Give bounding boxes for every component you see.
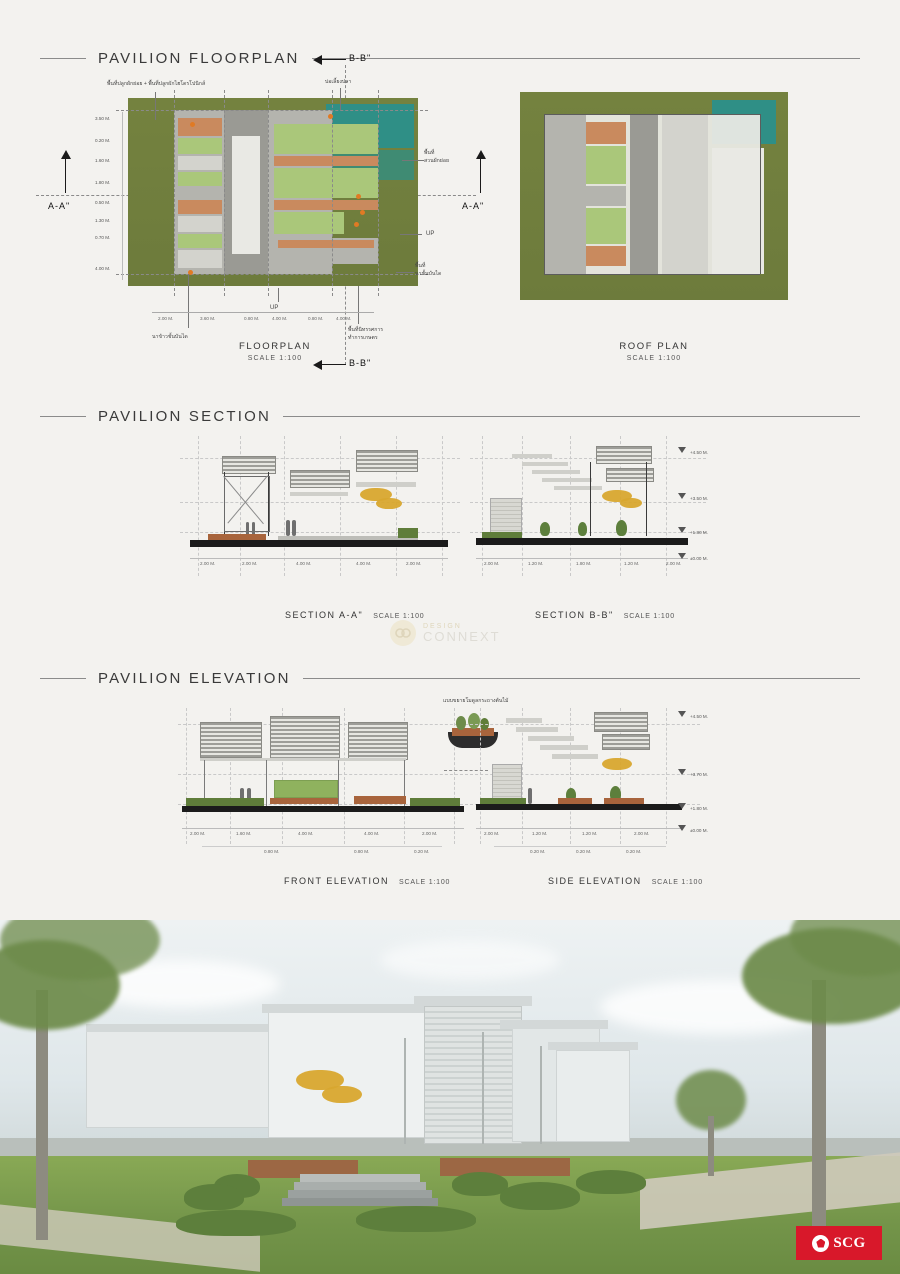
annotation-terrace: พื้นที่ นาชั้นบันได — [415, 263, 442, 277]
elev-level-2: +3.70 M. — [690, 772, 709, 777]
section-aa-caption-text: SECTION A-A" — [285, 610, 364, 620]
dim-b5: 0.80 M. — [308, 316, 324, 321]
hydroponic-zone-1 — [274, 124, 378, 154]
se-person-1 — [528, 788, 532, 804]
fe-planting-left — [186, 798, 264, 806]
se-louver-1 — [594, 712, 648, 732]
se-subdim-line — [494, 846, 666, 847]
render-roof-right-1 — [500, 1020, 608, 1029]
section-bb-drawing — [470, 436, 709, 586]
elev-level-marker-3 — [678, 803, 686, 809]
watermark-text — [423, 623, 501, 644]
floorplan-caption-text: FLOORPLAN — [239, 341, 311, 352]
section-aa-caption — [285, 610, 424, 620]
sb-dim-2: 1.20 M. — [528, 561, 544, 566]
section-marker-bb-top-line — [322, 59, 346, 60]
elev-level-marker-1 — [678, 711, 686, 717]
section-bb-caption — [535, 610, 675, 620]
render-post-3 — [540, 1046, 542, 1144]
se-dim-1: 2.00 M. — [484, 831, 500, 836]
render-shrub-6 — [356, 1206, 476, 1232]
se-slab-4 — [540, 745, 588, 750]
dim-b4: 4.00 M. — [272, 316, 288, 321]
sb-slab-2 — [522, 462, 568, 466]
level-3: 1.60 M. — [95, 158, 111, 163]
se-grid-5 — [666, 708, 667, 844]
section-marker-aa-right-arrow — [476, 150, 486, 159]
section-title-floorplan: PAVILION FLOORPLAN — [98, 50, 300, 67]
section-title-section: PAVILION SECTION — [98, 408, 272, 425]
se-grid-h1 — [470, 724, 700, 725]
annotation-hydroponic: พื้นที่ปลูกผักย่อย + พื้นที่ปลูกผักไฮโดรโปนิกส์ — [107, 81, 206, 87]
sa-dim-line — [190, 558, 448, 559]
render-post-1 — [404, 1038, 406, 1144]
planter-module-note: แบบขยายโมดูลกระถางต้นไม้ — [443, 698, 509, 704]
roof-core — [630, 114, 658, 274]
section-label-bb-bottom: B-B" — [349, 358, 372, 368]
sb-column-1 — [590, 462, 591, 536]
render-planter-right — [440, 1158, 570, 1176]
sb-shrub-3 — [616, 520, 627, 536]
sa-dim-4: 4.00 M. — [356, 561, 372, 566]
perspective-render — [0, 920, 900, 1274]
annotation-garden: พื้นที่ สวนผักย่อย — [424, 150, 450, 164]
section-marker-aa-left-arrow — [61, 150, 71, 159]
dim-b2: 3.60 M. — [200, 316, 216, 321]
fe-planting-right — [410, 798, 460, 806]
grid-line-a — [174, 90, 175, 296]
render-step-3 — [288, 1190, 432, 1198]
floorplan-scale: SCALE 1:100 — [247, 355, 303, 362]
header-rule-left-3 — [40, 678, 86, 679]
front-elevation-caption — [284, 876, 450, 886]
sb-grid-3 — [570, 436, 571, 576]
sb-dim-3: 1.80 M. — [576, 561, 592, 566]
fe-subdim-2: 0.80 M. — [354, 849, 370, 854]
sb-louver-1 — [596, 446, 652, 464]
floorplan-drawing — [128, 98, 418, 303]
render-building-mid — [268, 1012, 440, 1138]
dim-b3: 0.80 M. — [244, 316, 260, 321]
elev-level-marker-2 — [678, 769, 686, 775]
render-lamp-2 — [322, 1086, 362, 1103]
sb-grid-h1 — [470, 458, 706, 459]
elev-level-marker-4 — [678, 825, 686, 831]
se-grid-3 — [570, 708, 571, 844]
render-step-4 — [282, 1198, 438, 1206]
section-header-floorplan — [40, 50, 860, 67]
scg-logo-text: SCG — [833, 1234, 866, 1251]
plan-node-2 — [328, 114, 333, 119]
grid-line-1 — [116, 110, 428, 111]
header-rule-right-3 — [303, 678, 860, 679]
leader-3 — [402, 160, 424, 161]
fe-subdim-line — [202, 846, 442, 847]
fe-green-panel — [274, 780, 338, 798]
section-bb-scale: SCALE 1:100 — [623, 613, 675, 620]
level-7: 0.70 M. — [95, 235, 111, 240]
leader-7 — [188, 274, 189, 328]
sb-lamp-2 — [620, 498, 642, 508]
fe-dim-line — [182, 828, 464, 829]
render-building-right-2 — [556, 1050, 630, 1142]
planting-bed-1 — [178, 138, 222, 154]
sa-ground-line — [190, 540, 448, 547]
fe-subdim-1: 0.80 M. — [264, 849, 280, 854]
fe-planter-1 — [270, 798, 338, 804]
annotation-exhibition: พื้นที่นิทรรศการ ทำการเกษตร — [348, 327, 384, 341]
sb-dim-4: 1.20 M. — [624, 561, 640, 566]
section-bb-caption-text: SECTION B-B" — [535, 610, 614, 620]
hydroponic-zone-3 — [274, 212, 344, 234]
sec-level-marker-4 — [678, 553, 686, 559]
sec-level-marker-1 — [678, 447, 686, 453]
grid-line-2 — [116, 274, 428, 275]
dim-line-bottom — [152, 312, 374, 313]
watermark-line2: CONNEXT — [423, 628, 501, 644]
sa-grid-3 — [284, 436, 285, 576]
roof-panel-2 — [586, 186, 626, 206]
roofplan-caption — [600, 341, 708, 362]
sb-dim-5: 2.00 M. — [666, 561, 682, 566]
fe-grid-h2 — [178, 774, 468, 775]
planting-bed-2 — [178, 172, 222, 186]
se-grid-1 — [480, 708, 481, 844]
elev-level-1: +4.50 M. — [690, 714, 709, 719]
leader-8 — [358, 286, 359, 324]
grid-line-b — [224, 90, 225, 296]
tree-trunk-mid — [708, 1116, 714, 1176]
grid-line-d — [332, 90, 333, 296]
dim-b1: 2.00 M. — [158, 316, 174, 321]
side-elevation-drawing — [470, 700, 700, 860]
se-subdim-3: 0.20 M. — [626, 849, 642, 854]
sec-level-2: +3.50 M. — [690, 496, 709, 501]
fe-louver-3 — [348, 722, 408, 760]
plan-node-3 — [356, 194, 361, 199]
plan-node-5 — [354, 222, 359, 227]
roof-green-1 — [586, 146, 626, 184]
se-louver-2 — [602, 734, 650, 750]
roof-edge-bottom — [544, 274, 760, 275]
sb-slab-5 — [554, 486, 602, 490]
sb-grid-5 — [666, 436, 667, 576]
level-1: 3.50 M. — [95, 116, 111, 121]
section-label-bb-top: B-B" — [349, 53, 372, 63]
watermark — [390, 620, 501, 646]
se-subdim-2: 0.20 M. — [576, 849, 592, 854]
front-elevation-caption-text: FRONT ELEVATION — [284, 876, 390, 886]
walkway-3 — [178, 250, 222, 268]
sa-grid-h2 — [180, 502, 460, 503]
fe-grid-1 — [186, 708, 187, 844]
se-dim-2: 1.20 M. — [532, 831, 548, 836]
elev-level-4: ±0.00 M. — [690, 828, 708, 833]
roof-wood-1 — [586, 122, 626, 144]
section-aa-drawing — [180, 436, 460, 586]
plan-node-4 — [360, 210, 365, 215]
sa-person-4 — [292, 520, 296, 536]
side-elevation-scale: SCALE 1:100 — [651, 879, 703, 886]
walkway-1 — [178, 156, 222, 170]
section-header-section — [40, 408, 860, 425]
roof-edge-right — [760, 114, 761, 274]
leader-5 — [396, 272, 414, 273]
fe-ground-line — [182, 806, 464, 812]
sec-level-marker-2 — [678, 493, 686, 499]
leader-4 — [400, 234, 422, 235]
floorplan-caption — [215, 341, 335, 362]
fe-subdim-3: 0.20 M. — [414, 849, 430, 854]
render-shrub-2 — [184, 1184, 244, 1210]
roof-panel-3 — [662, 114, 708, 274]
section-header-elevation — [40, 670, 860, 687]
fe-louver-1 — [200, 722, 262, 758]
se-lamp — [602, 758, 632, 770]
roof-panel-4 — [712, 148, 764, 274]
section-title-elevation: PAVILION ELEVATION — [98, 670, 291, 687]
leader-6 — [278, 288, 279, 302]
fe-dim-3: 4.00 M. — [298, 831, 314, 836]
render-post-2 — [482, 1032, 484, 1144]
annotation-pond: บ่อเลี้ยงปลา — [325, 79, 352, 85]
level-5: 0.50 M. — [95, 200, 111, 205]
level-axis — [122, 112, 123, 280]
render-shrub-5 — [576, 1170, 646, 1194]
fe-dim-2: 1.60 M. — [236, 831, 252, 836]
side-elevation-caption — [548, 876, 703, 886]
render-step-1 — [300, 1174, 420, 1182]
cloud-3 — [380, 940, 560, 980]
se-dim-line — [476, 828, 682, 829]
scg-logo — [796, 1226, 882, 1260]
elev-level-3: +1.80 M. — [690, 806, 709, 811]
se-slab-2 — [516, 727, 558, 732]
se-slab-5 — [552, 754, 598, 759]
roof-wood-2 — [586, 246, 626, 266]
fe-column-2 — [266, 760, 267, 806]
section-marker-aa-left-line — [65, 159, 66, 193]
core-void — [232, 136, 260, 254]
roofplan-scale: SCALE 1:100 — [626, 355, 682, 362]
sa-louver-2 — [290, 470, 350, 488]
sec-level-marker-3 — [678, 527, 686, 533]
front-elevation-drawing — [178, 700, 468, 860]
sa-grid-6 — [442, 436, 443, 576]
se-ground-line — [476, 804, 682, 810]
sb-grid-1 — [482, 436, 483, 576]
se-slab-3 — [528, 736, 574, 741]
render-shrub-7 — [176, 1210, 296, 1236]
sec-level-4: ±0.00 M. — [690, 556, 708, 561]
sec-level-1: +4.50 M. — [690, 450, 709, 455]
leader-1b — [155, 92, 156, 120]
hydroponic-zone-2 — [274, 168, 378, 198]
sa-dim-2: 2.00 M. — [242, 561, 258, 566]
fe-dim-5: 2.00 M. — [422, 831, 438, 836]
plan-node-1 — [190, 122, 195, 127]
leader-2 — [340, 88, 341, 110]
annotation-up-bottom: UP — [270, 305, 279, 311]
scg-elephant-icon — [812, 1235, 829, 1252]
se-slab-1 — [506, 718, 542, 723]
side-elevation-caption-text: SIDE ELEVATION — [548, 876, 642, 886]
sb-dim-line — [476, 558, 688, 559]
sa-person-3 — [286, 520, 290, 536]
roof-panel-1 — [544, 114, 586, 274]
hydroponic-edge-1 — [274, 156, 378, 166]
header-rule-right — [312, 58, 860, 59]
se-subdim-1: 0.20 M. — [530, 849, 546, 854]
sb-brick-wall — [490, 498, 522, 536]
render-roof-right-2 — [548, 1042, 638, 1050]
level-8: 4.00 M. — [95, 266, 111, 271]
fe-grid-4 — [344, 708, 345, 844]
fe-louver-2 — [270, 716, 340, 760]
grid-line-c — [268, 90, 269, 296]
render-step-2 — [294, 1182, 426, 1190]
fe-planter-2 — [354, 796, 406, 804]
header-rule-right-2 — [283, 416, 860, 417]
roof-edge-top — [544, 114, 760, 115]
sb-ground-line — [476, 538, 688, 545]
planting-bed-3 — [178, 234, 222, 248]
se-dim-4: 2.00 M. — [634, 831, 650, 836]
roof-green-2 — [586, 208, 626, 244]
section-marker-bb-top-arrow — [313, 55, 322, 65]
sb-dim-1: 2.00 M. — [484, 561, 500, 566]
render-shrub-3 — [452, 1172, 508, 1196]
sa-lamp-2 — [376, 498, 402, 509]
sb-slab-1 — [512, 454, 552, 458]
sb-slab-3 — [532, 470, 580, 474]
fe-dim-4: 4.00 M. — [364, 831, 380, 836]
section-label-aa-left: A-A" — [48, 201, 71, 211]
sb-shrub-2 — [578, 522, 587, 536]
sa-grid-1 — [198, 436, 199, 576]
walkway-2 — [178, 216, 222, 232]
wood-deck-1 — [178, 118, 222, 136]
section-label-aa-right: A-A" — [462, 201, 485, 211]
sa-dim-5: 2.00 M. — [406, 561, 422, 566]
render-roof-left — [86, 1024, 296, 1032]
roofplan-drawing — [520, 92, 788, 300]
sa-slab-2 — [290, 492, 348, 496]
dim-b6: 4.00 M. — [336, 316, 352, 321]
fe-eave — [200, 758, 406, 761]
watermark-logo-icon — [390, 620, 416, 646]
sa-slab-1 — [356, 482, 416, 487]
grid-line-e — [378, 90, 379, 296]
sec-level-3: +1.80 M. — [690, 530, 709, 535]
render-shrub-4 — [500, 1182, 580, 1210]
hydroponic-edge-2 — [274, 200, 378, 210]
se-dim-3: 1.20 M. — [582, 831, 598, 836]
sa-dim-3: 4.00 M. — [296, 561, 312, 566]
exhibition-deck — [278, 240, 374, 248]
sa-grid-h3 — [180, 532, 460, 533]
level-6: 1.30 M. — [95, 218, 111, 223]
level-2: 0.20 M. — [95, 138, 111, 143]
sa-dim-1: 2.00 M. — [200, 561, 216, 566]
section-aa-scale: SCALE 1:100 — [373, 613, 425, 620]
sa-green-wall — [398, 528, 418, 538]
annotation-rice-terrace: นาข้าวชั้นบันได — [152, 334, 188, 340]
sb-slab-4 — [542, 478, 592, 482]
sb-shrub-1 — [540, 522, 550, 536]
sa-louver-3 — [356, 450, 418, 472]
fe-dim-1: 2.00 M. — [190, 831, 206, 836]
wood-deck-2 — [178, 200, 222, 214]
sb-column-2 — [646, 462, 647, 536]
sa-grid-4 — [340, 436, 341, 576]
render-building-left — [86, 1030, 288, 1128]
header-rule-left — [40, 58, 86, 59]
render-tower-cap — [414, 996, 532, 1006]
section-marker-bb-bottom-line — [322, 364, 346, 365]
section-marker-aa-right-line — [480, 159, 481, 193]
watermark-line1: DESIGN — [423, 622, 462, 630]
level-4: 1.80 M. — [95, 180, 111, 185]
roofplan-caption-text: ROOF PLAN — [619, 341, 689, 352]
roof-edge-left — [544, 114, 545, 274]
header-rule-left-2 — [40, 416, 86, 417]
front-elevation-scale: SCALE 1:100 — [399, 879, 451, 886]
annotation-up-right: UP — [426, 231, 435, 237]
fe-column-3 — [338, 760, 339, 806]
